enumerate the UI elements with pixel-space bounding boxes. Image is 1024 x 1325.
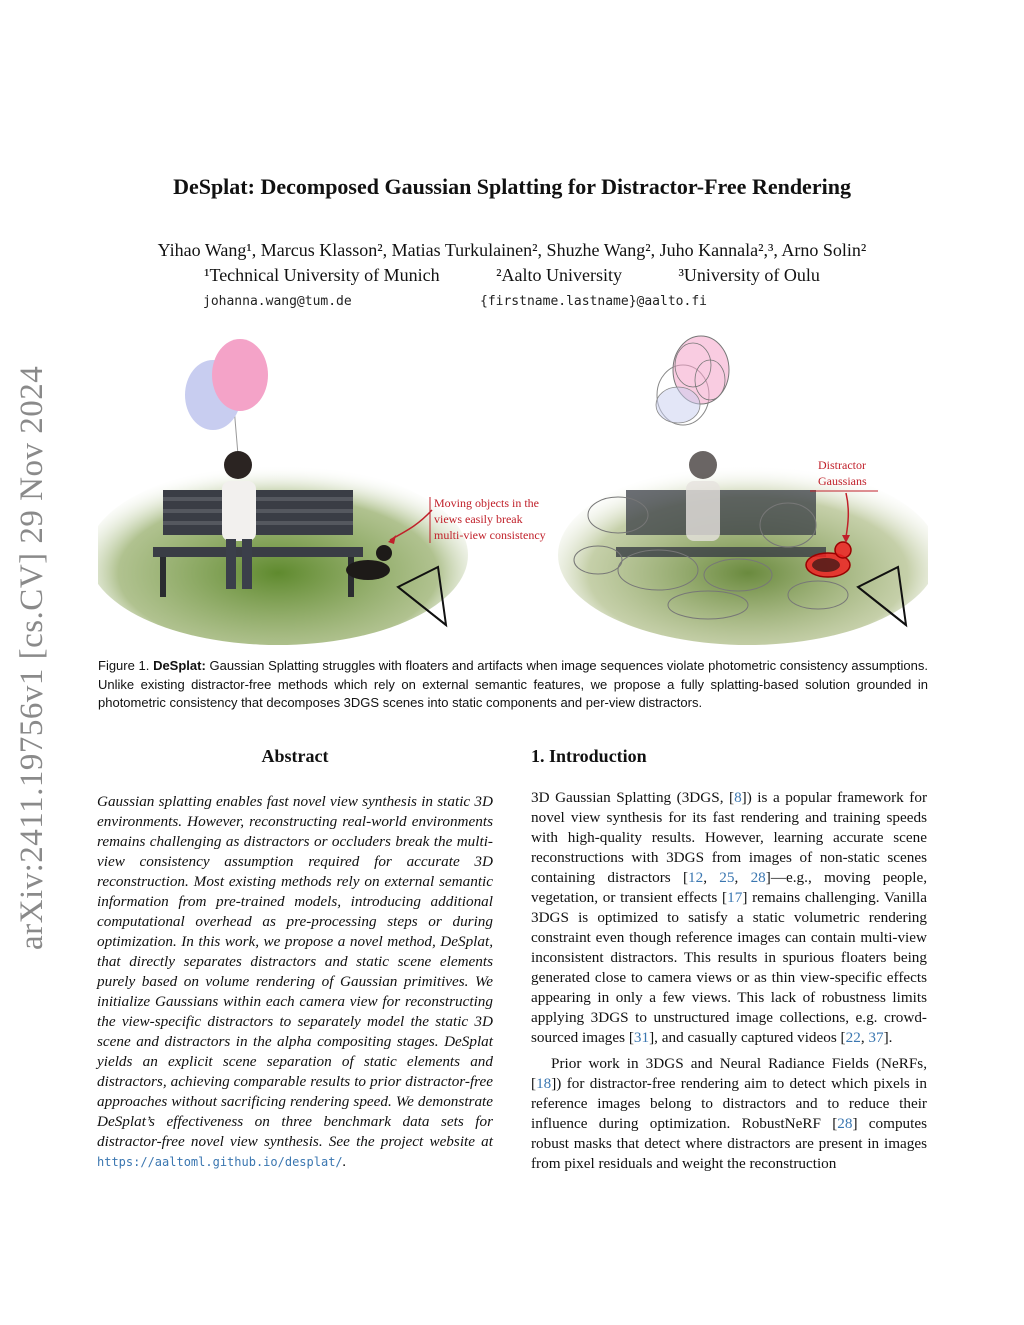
abstract-heading: Abstract	[261, 746, 329, 766]
citation-link[interactable]: 28	[750, 869, 766, 886]
email-tum: johanna.wang@tum.de	[203, 294, 352, 309]
introduction-heading: 1. Introduction	[531, 746, 647, 766]
left-annotation-line2: views easily break	[434, 512, 523, 526]
affiliation-tum: ¹Technical University of Munich	[204, 265, 440, 285]
affiliation-oulu: ³University of Oulu	[678, 265, 820, 285]
citation-link[interactable]: 17	[727, 889, 743, 906]
citation-link[interactable]: 25	[719, 869, 735, 886]
right-annotation-line2: Gaussians	[818, 474, 867, 488]
splat-bench-icon	[626, 490, 816, 535]
left-annotation-line3: multi-view consistency	[434, 528, 546, 542]
dog-icon	[346, 560, 390, 580]
citation-link[interactable]: 18	[536, 1075, 552, 1092]
girl-head-icon	[224, 451, 252, 479]
intro-paragraph-1: 3D Gaussian Splatting (3DGS, [8]) is a popular framework for novel view synthesis for its fast rendering and training speeds with high-quality results. However, learning accurate scene reconstructions with 3DGS from images of non-static scenes containing distractors [12, 25, 28]—e.g., moving people, vegetation, or transient effects [17] remains challenging. Vanilla 3DGS is optimized to satisfy a static volumetric rendering constraint even though reference images can contain multi-view inconsistent distractors. This results in spurious floaters being generated close to camera views or as thin view-specific effects appearing in only a few views. This lack of robustness limits applying 3DGS to unstructured image collections, e.g. crowd-sourced images [31], and casually captured videos [22, 37].	[531, 789, 928, 1046]
bench-seat-icon	[153, 547, 363, 557]
citation-link[interactable]: 28	[837, 1115, 853, 1132]
author-list: Yihao Wang¹, Marcus Klasson², Matias Turkulainen², Shuzhe Wang², Juho Kannala²,³, Arno Solin²	[157, 240, 867, 260]
affiliation-aalto: ²Aalto University	[496, 265, 623, 285]
citation-link[interactable]: 22	[845, 1029, 861, 1046]
intro-paragraph-2: Prior work in 3DGS and Neural Radiance Fields (NeRFs, [18]) for distractor-free rendering aim to detect which pixels in reference images belong to distractors and to reduce their influence during optimization. RobustNeRF [28] computes robust masks that detect where distractors are present in images from pixel residuals and weight the reconstruction	[531, 1055, 928, 1172]
girl-body-icon	[222, 481, 256, 541]
arxiv-identifier: arXiv:2411.19756v1 [cs.CV] 29 Nov 2024	[14, 365, 50, 950]
paper-title: DeSplat: Decomposed Gaussian Splatting for Distractor-Free Rendering	[173, 174, 851, 199]
introduction-body	[531, 788, 927, 1174]
figure-caption	[98, 657, 928, 713]
affiliations	[90, 265, 934, 286]
citation-link[interactable]: 8	[734, 789, 742, 806]
citation-link[interactable]: 12	[688, 869, 704, 886]
left-scene-photo	[98, 339, 468, 645]
project-website-link[interactable]: https://aaltoml.github.io/desplat/	[97, 1155, 343, 1169]
abstract-text: Gaussian splatting enables fast novel view synthesis in static 3D environments. However, reconstructing real-world environments remains challenging as distractors or occluders break the multi-view consistency assumption required for accurate 3D reconstruction. Most existing methods rely on external semantic information from pre-trained models, introducing additional computational overhead as pre-processing steps or during optimization. In this work, we propose a novel method, DeSplat, that directly separates distractors and static scene elements purely based on volume rendering of Gaussian primitives. We initialize Gaussians within each camera view for reconstructing the view-specific distractors to separately model the static 3D scene and distractors in the alpha compositing stages. DeSplat yields an explicit scene separation of static elements and distractors, achieving comparable results to prior distractor-free approaches without sacrificing rendering speed. We demonstrate DeSplat’s effectiveness on three benchmark data sets for distractor-free novel view synthesis. See the project website at	[97, 793, 493, 1150]
email-aalto: {firstname.lastname}@aalto.fi	[480, 294, 707, 309]
arxiv-sidebar	[14, 340, 64, 950]
teaser-figure	[98, 325, 928, 645]
citation-link[interactable]: 31	[633, 1029, 650, 1046]
left-annotation-line1: Moving objects in the	[434, 496, 539, 510]
abstract-end: .	[342, 1153, 347, 1170]
caption-label: Figure 1.	[98, 658, 150, 673]
citation-link[interactable]: 37	[868, 1029, 884, 1046]
splat-balloon-blue-icon	[656, 387, 700, 423]
balloon-pink-icon	[212, 339, 268, 411]
right-annotation-line1: Distractor	[818, 458, 866, 472]
caption-text: Gaussian Splatting struggles with floaters and artifacts when image sequences violate photometric consistency assumptions. Unlike existing distractor-free methods which rely on external semantic features, we propose a fully splatting-based solution grounded in photometric consistency that decomposes 3DGS scenes into static components and per-view distractors.	[98, 658, 928, 710]
caption-bold: DeSplat:	[153, 658, 206, 673]
abstract-body	[97, 792, 493, 1172]
teaser-illustration	[98, 325, 928, 645]
